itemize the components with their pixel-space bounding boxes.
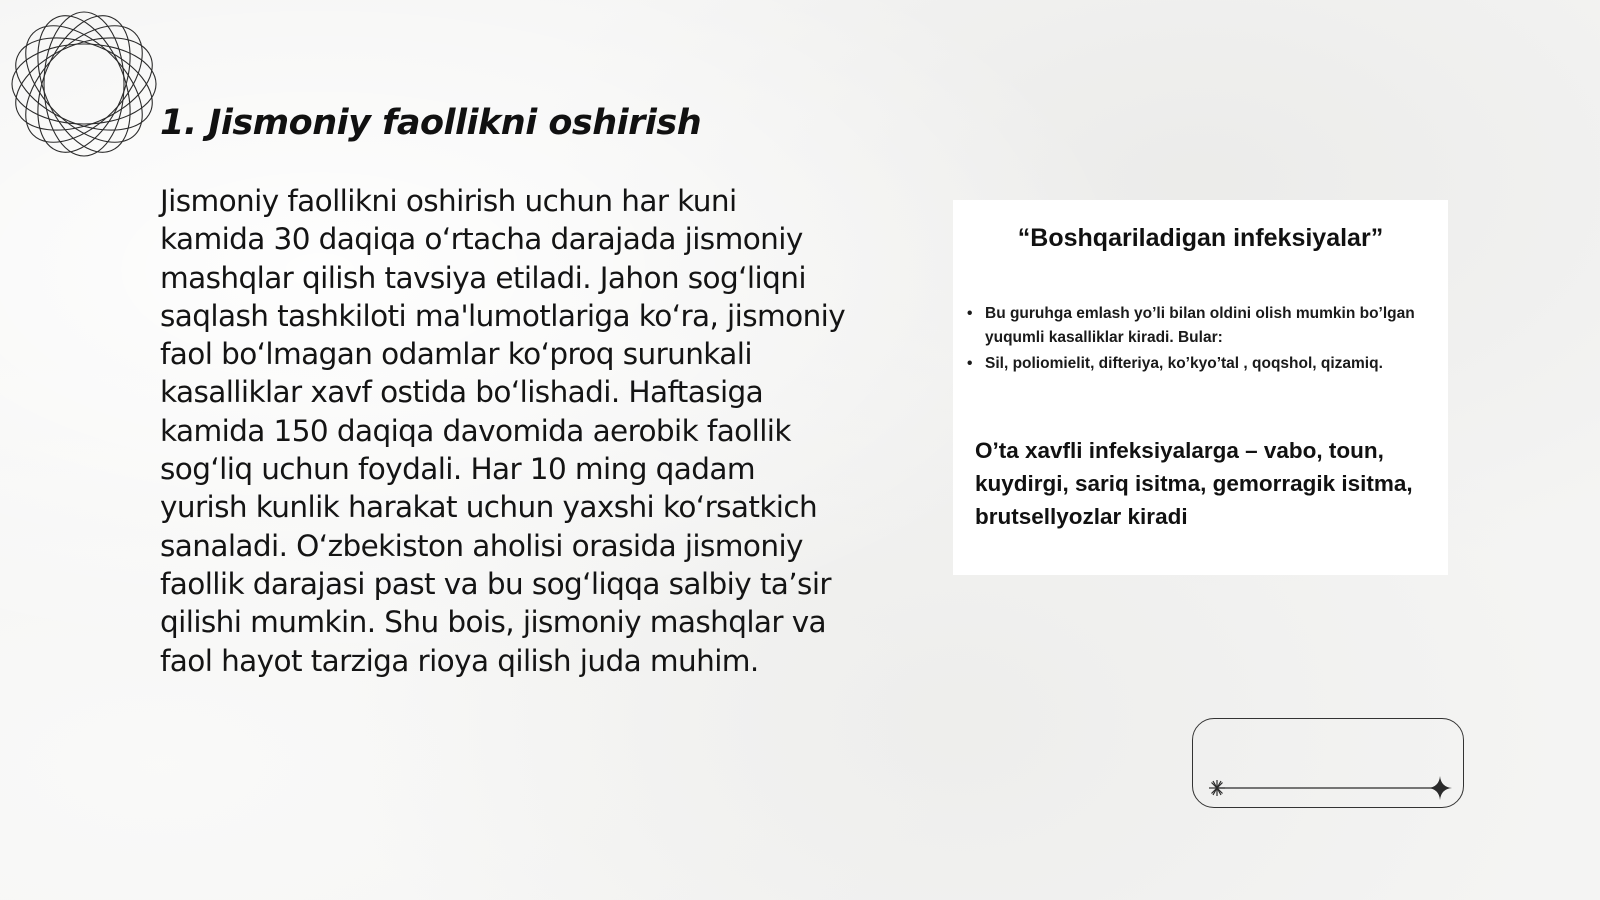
ring-ellipse: [19, 8, 148, 160]
ring-ellipse: [12, 44, 156, 124]
sparkle-star-icon: [1428, 776, 1452, 800]
ring-ellipse: [44, 12, 124, 156]
card-bullet-item: • Bu guruhga emlash yo’li bilan oldini olish mumkin bo’lgan yuqumli kasalliklar kiradi. Bular:: [967, 302, 1437, 350]
decorative-line-box: [1192, 718, 1464, 808]
ring-ellipse: [8, 19, 160, 148]
card-title: “Boshqariladigan infeksiyalar”: [1017, 224, 1384, 252]
infection-info-card: [953, 200, 1448, 575]
starburst-icon: [1209, 780, 1225, 796]
card-bullet-list: [967, 302, 1437, 378]
decorative-line: [1193, 719, 1465, 809]
ring-ellipse: [8, 19, 160, 148]
card-bullet-item: • Sil, poliomielit, difteriya, ko’kyo’tal , qoqshol, qizamiq.: [967, 352, 1437, 376]
ring-ellipse: [8, 8, 160, 160]
ring-ellipse: [8, 8, 160, 160]
card-note: O’ta xavfli infeksiyalarga – vabo, toun, kuydirgi, sariq isitma, gemorragik isitma, brutsellyozlar kiradi: [975, 438, 1413, 529]
slide-title: 1. Jismoniy faollikni oshirish: [160, 103, 702, 143]
ring-ellipse: [19, 8, 148, 160]
spirograph-rings-icon: [8, 8, 160, 160]
body-paragraph: Jismoniy faollikni oshirish uchun har kuni kamida 30 daqiqa o‘rtacha darajada jismoniy mashqlar qilish tavsiya etiladi. Jahon sog‘liqni saqlash tashkiloti ma'lumotlariga ko‘ra, jismoniy faol bo‘lmagan odamlar ko‘proq surunkali kasalliklar xavf ostida bo‘lishadi. Haftasiga kamida 150 daqiqa davomida aerobik faollik sog‘liq uchun foydali. Har 10 ming qadam yurish kunlik harakat uchun yaxshi ko‘rsatkich sanaladi. O‘zbekiston aholisi orasida jismoniy faollik darajasi past va bu sog‘liqqa salbiy ta’sir qilishi mumkin. Shu bois, jismoniy mashqlar va faol hayot tarziga rioya qilish juda muhim.: [160, 184, 846, 678]
